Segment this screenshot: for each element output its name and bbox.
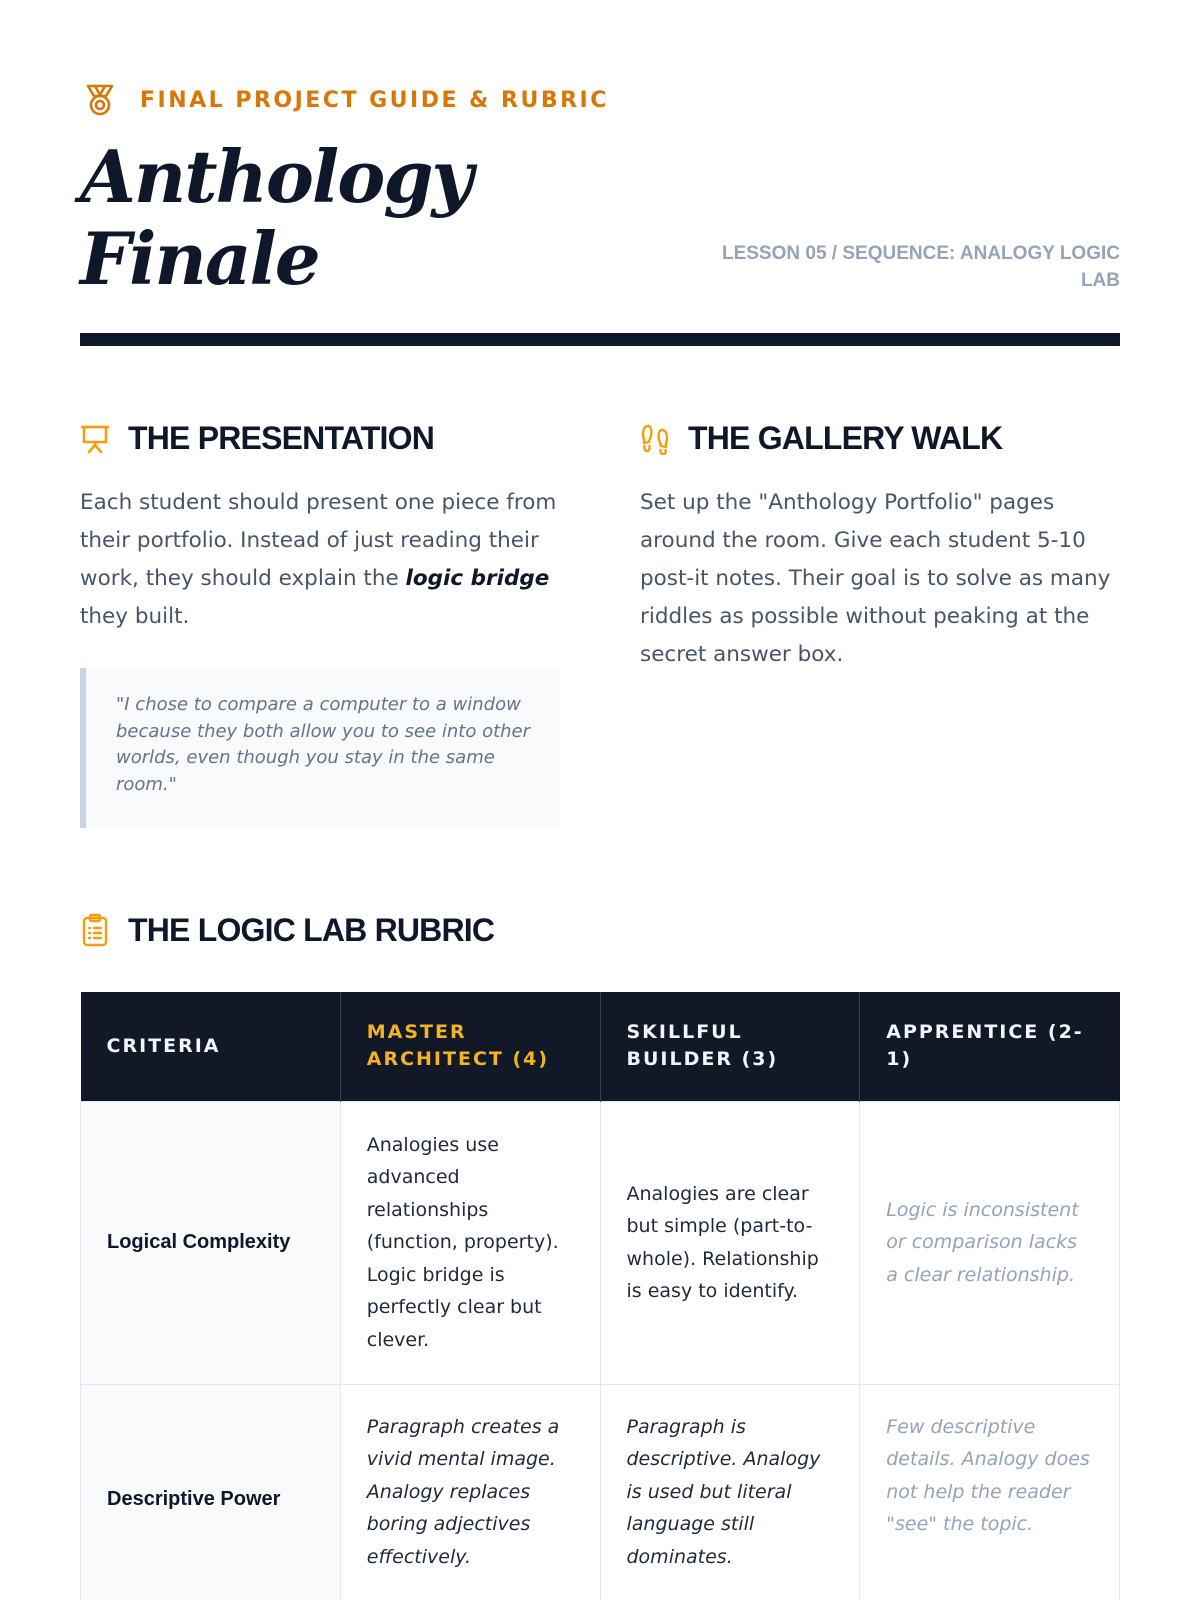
apprentice-cell: Few descriptive details. Analogy does not help the reader "see" the topic. <box>860 1384 1120 1600</box>
presentation-text-start: Each student should present one piece from their portfolio. Instead of just reading their work, they should explain the <box>80 490 557 591</box>
criteria-cell: Descriptive Power <box>81 1384 341 1600</box>
gallery-title: THE GALLERY WALK <box>688 419 1003 456</box>
presentation-text-end: they built. <box>80 604 190 629</box>
table-row <box>81 1101 1120 1384</box>
header-criteria: CRITERIA <box>81 992 341 1101</box>
presentation-text <box>80 484 560 636</box>
eyebrow-label: FINAL PROJECT GUIDE & RUBRIC <box>140 87 609 113</box>
master-cell: Analogies use advanced relationships (function, property). Logic bridge is perfectly clear but clever. <box>340 1101 600 1384</box>
gallery-heading <box>640 416 1120 460</box>
presentation-board-icon <box>80 421 110 455</box>
skillful-cell: Paragraph is descriptive. Analogy is used but literal language still dominates. <box>600 1384 860 1600</box>
master-cell: Paragraph creates a vivid mental image. Analogy replaces boring adjectives effectively. <box>340 1384 600 1600</box>
clipboard-icon <box>80 913 110 947</box>
logic-bridge-emphasis: logic bridge <box>405 566 550 591</box>
presentation-section <box>80 416 560 828</box>
rubric-table <box>80 992 1120 1600</box>
title-line-2: Finale <box>80 216 319 301</box>
rubric-title: THE LOGIC LAB RUBRIC <box>128 911 495 948</box>
criteria-cell: Logical Complexity <box>81 1101 341 1384</box>
presentation-heading <box>80 416 560 460</box>
title-line-1: Anthology <box>80 134 472 219</box>
example-quote: "I chose to compare a computer to a window because they both allow you to see into other worlds, even though you stay in the same room." <box>80 668 560 828</box>
header-master-architect: MASTER ARCHITECT (4) <box>340 992 600 1101</box>
table-row <box>81 1384 1120 1600</box>
rubric-heading <box>80 908 494 952</box>
gallery-section <box>640 416 1120 674</box>
header-divider <box>80 333 1120 346</box>
skillful-cell: Analogies are clear but simple (part-to-whole). Relationship is easy to identify. <box>600 1101 860 1384</box>
gallery-text: Set up the "Anthology Portfolio" pages around the room. Give each student 5-10 post-it notes. Their goal is to solve as many riddles as possible without peaking at the secret answer box. <box>640 490 1111 667</box>
lesson-label: LESSON 05 / SEQUENCE: ANALOGY LOGIC LAB <box>721 243 1120 291</box>
presentation-title: THE PRESENTATION <box>128 419 435 456</box>
rubric-header-row <box>81 992 1120 1101</box>
header-apprentice: APPRENTICE (2-1) <box>860 992 1120 1101</box>
footprints-icon <box>640 421 670 455</box>
medal-icon <box>82 82 118 118</box>
apprentice-cell: Logic is inconsistent or comparison lacks a clear relationship. <box>860 1101 1120 1384</box>
page-title <box>80 136 471 300</box>
eyebrow <box>82 82 609 118</box>
header-skillful-builder: SKILLFUL BUILDER (3) <box>600 992 860 1101</box>
